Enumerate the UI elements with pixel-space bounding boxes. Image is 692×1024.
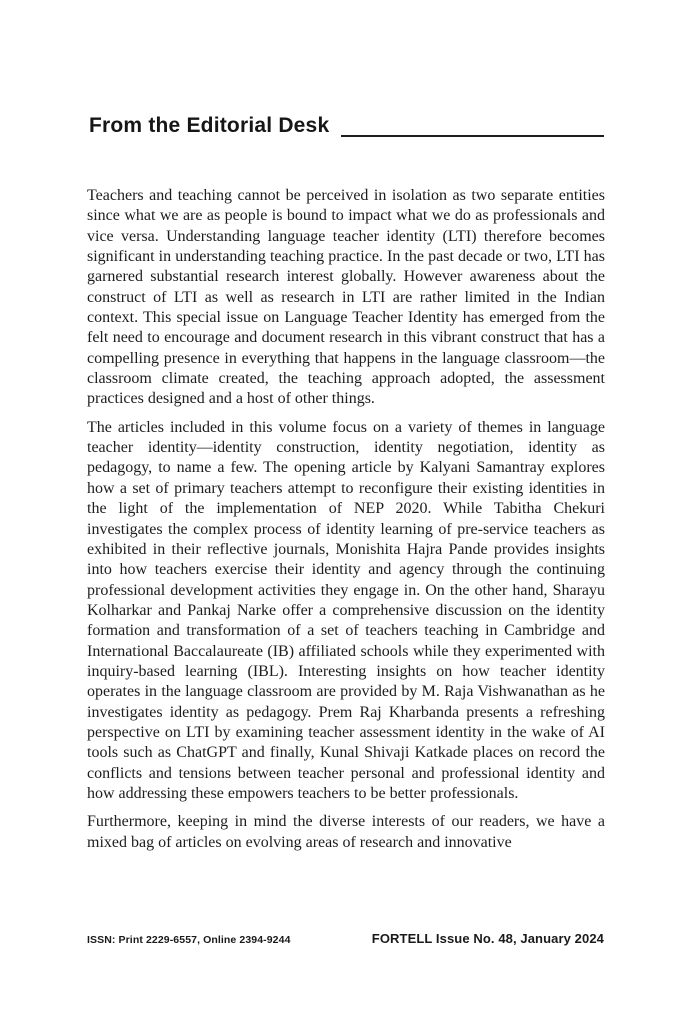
paragraph-articles-overview: The articles included in this volume focus on a variety of themes in language teacher identity—identity construction, identity negotiation, identity as pedagogy, to name a few. The opening article by Kalyani Samantray explores how a set of primary teachers attempt to reconfigure their existing identities in the light of the implementation of NEP 2020. While Tabitha Chekuri investigates the complex process of identity learning of pre-service teachers as exhibited in their reflective journals, Monishita Hajra Pande provides insights into how teachers exercise their identity and agency through the continuing professional development activities they engage in. On the other hand, Sharayu Kolharkar and Pankaj Narke offer a comprehensive discussion on the identity formation and transformation of a set of teachers teaching in Cambridge and International Baccalaureate (IB) affiliated schools while they experimented with inquiry-based learning (IBL). Interesting insights on how teacher identity operates in the language classroom are provided by M. Raja Vishwanathan as he investigates identity as pedagogy. Prem Raj Kharbanda presents a refreshing perspective on LTI by examining teacher assessment identity in the wake of AI tools such as ChatGPT and finally, Kunal Shivaji Katkade places on record the conflicts and tensions between teacher personal and professional identity and how addressing these empowers teachers to be better professionals. bbox=[87, 418, 605, 802]
paragraph-intro: Teachers and teaching cannot be perceived in isolation as two separate entities since what we are as people is bound to impact what we do as professionals and vice versa. Understanding language teacher identity (LTI) therefore becomes significant in understanding teaching practice. In the past decade or two, LTI has garnered substantial research interest globally. However awareness about the construct of LTI as well as research in LTI are rather limited in the Indian context. This special issue on Language Teacher Identity has emerged from the felt need to encourage and document research in this vibrant construct that has a compelling presence in everything that happens in the language classroom—the classroom climate created, the teaching approach adopted, the assessment practices designed and a host of other things. bbox=[87, 187, 605, 408]
paragraph-furthermore: Furthermore, keeping in mind the diverse interests of our readers, we have a mixed bag of articles on evolving areas of research and innovative bbox=[87, 813, 605, 851]
page-footer bbox=[87, 931, 604, 946]
editorial-body bbox=[87, 186, 605, 861]
section-header bbox=[89, 112, 604, 140]
issue-text: FORTELL Issue No. 48, January 2024 bbox=[371, 931, 604, 946]
issn-text: ISSN: Print 2229-6557, Online 2394-9244 bbox=[87, 934, 291, 946]
page-title: From the Editorial Desk bbox=[89, 114, 330, 137]
title-underline bbox=[341, 135, 604, 137]
